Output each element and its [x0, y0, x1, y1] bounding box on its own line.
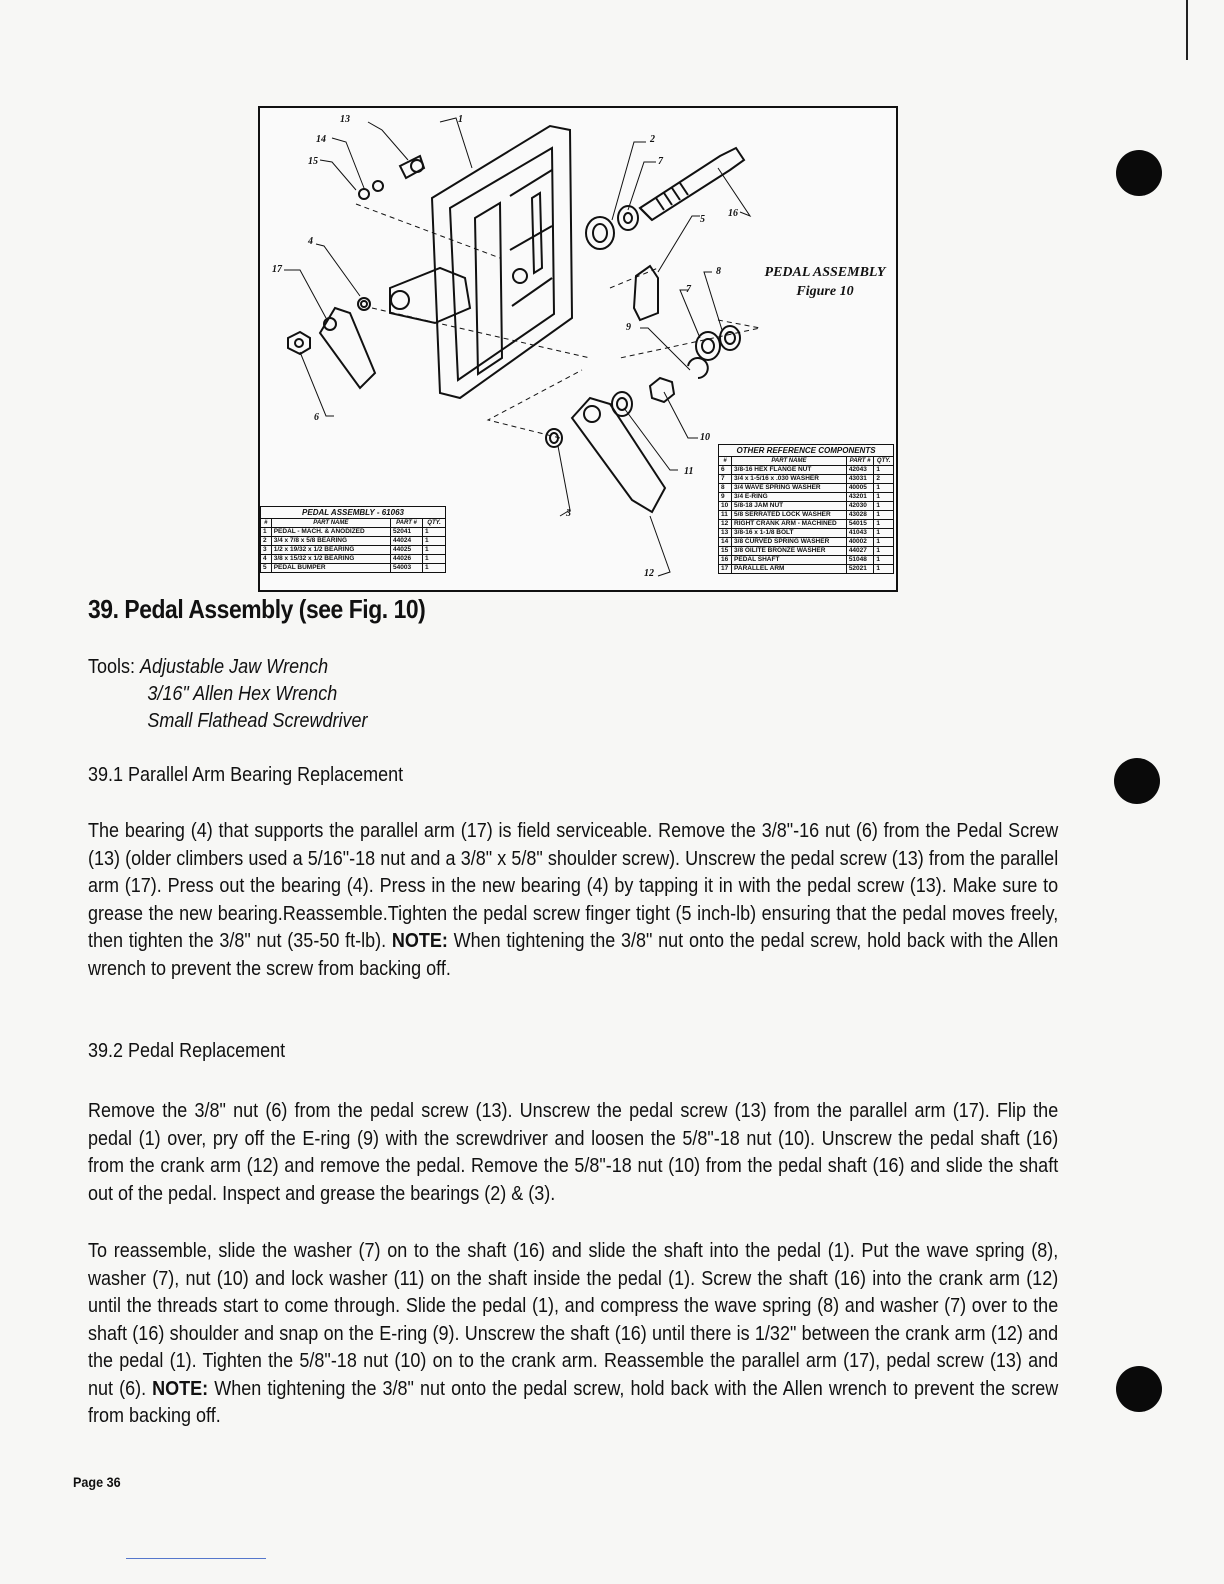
- pedal-assembly-table: [260, 506, 446, 573]
- table-cell: 1: [423, 546, 446, 555]
- table-cell: 1: [874, 529, 894, 538]
- callout-2: 2: [650, 134, 655, 145]
- tools-list: [88, 654, 367, 735]
- table-cell: 51048: [846, 556, 874, 565]
- other-components-table-title: OTHER REFERENCE COMPONENTS: [719, 445, 894, 457]
- table-cell: 1: [874, 538, 894, 547]
- table-cell: 4: [261, 555, 272, 564]
- table-cell: 8: [719, 484, 732, 493]
- table-cell: 52041: [390, 528, 422, 537]
- table-cell: 3/4 x 1-5/16 x .030 WASHER: [732, 475, 847, 484]
- table-cell: 44026: [390, 555, 422, 564]
- table-cell: 5/8 SERRATED LOCK WASHER: [732, 511, 847, 520]
- table-cell: 43028: [846, 511, 874, 520]
- tool-item: 3/16" Allen Hex Wrench: [147, 683, 338, 705]
- table-cell: 12: [719, 520, 732, 529]
- callout-3: 3: [566, 508, 571, 519]
- table-cell: 5/8-18 JAM NUT: [732, 502, 847, 511]
- section-heading: 39. Pedal Assembly (see Fig. 10): [88, 594, 426, 624]
- table-cell: 44025: [390, 546, 422, 555]
- table-row: [261, 555, 446, 564]
- table-cell: 7: [719, 475, 732, 484]
- callout-5: 5: [700, 214, 705, 225]
- figure-caption-title: PEDAL ASSEMBLY: [764, 265, 886, 280]
- table-cell: 1: [874, 520, 894, 529]
- subsection-title-39-1: 39.1 Parallel Arm Bearing Replacement: [88, 764, 404, 786]
- binder-hole-middle: [1114, 758, 1160, 804]
- table-cell: PARALLEL ARM: [732, 565, 847, 574]
- paragraph-text: The bearing (4) that supports the parallel arm (17) is field serviceable. Remove the 3/8"-16 nut (6) from the Pedal Screw (13) (older climbers used a 5/16"-18 nut and a 3/8" x 5/8" shoulder screw). Unscrew the pedal screw (13) from the parallel arm (17). Press out the bearing (4). Press in the new bearing (4) by tapping it in with the pedal screw (13). Make sure to grease the new bearing.Reassemble.Tighten the pedal screw finger tight (5 inch-lb) ensuring that the pedal moves freely, then tighten the 3/8" nut (35-50 ft-lb).: [88, 820, 1059, 952]
- callout-7a: 7: [658, 156, 663, 167]
- table-row: [719, 538, 894, 547]
- table-row: [261, 546, 446, 555]
- pedal-assembly-table-title: PEDAL ASSEMBLY - 61063: [261, 507, 446, 519]
- tool-item: Adjustable Jaw Wrench: [140, 656, 329, 678]
- callout-4: 4: [308, 236, 313, 247]
- page-number: Page 36: [73, 1474, 121, 1490]
- pedal-assembly-figure: [258, 106, 898, 592]
- table-cell: 15: [719, 547, 732, 556]
- table-cell: 1: [874, 556, 894, 565]
- table-cell: 3/8-16 HEX FLANGE NUT: [732, 466, 847, 475]
- table-cell: 1: [423, 564, 446, 573]
- table-cell: 3/8 OILITE BRONZE WASHER: [732, 547, 847, 556]
- page-edge-line: [1186, 0, 1188, 60]
- table-cell: 43031: [846, 475, 874, 484]
- table-cell: 42030: [846, 502, 874, 511]
- callout-16: 16: [728, 208, 738, 219]
- table-cell: 3: [261, 546, 272, 555]
- binder-hole-top: [1116, 150, 1162, 196]
- note-label: NOTE:: [391, 930, 448, 952]
- binder-hole-bottom: [1116, 1366, 1162, 1412]
- callout-6: 6: [314, 412, 319, 423]
- paragraph-39-2b: [88, 1238, 1058, 1431]
- table-header: PART #: [390, 519, 422, 528]
- table-row: [719, 466, 894, 475]
- table-cell: 5: [261, 564, 272, 573]
- subsection-title-39-2: 39.2 Pedal Replacement: [88, 1040, 286, 1062]
- table-cell: 10: [719, 502, 732, 511]
- table-header: QTY.: [423, 519, 446, 528]
- tool-item: Small Flathead Screwdriver: [147, 710, 368, 732]
- table-cell: 17: [719, 565, 732, 574]
- table-row: [261, 537, 446, 546]
- table-cell: 9: [719, 493, 732, 502]
- callout-1: 1: [458, 114, 463, 125]
- note-label: NOTE:: [152, 1377, 209, 1400]
- table-cell: 40002: [846, 538, 874, 547]
- paragraph-text: Remove the 3/8" nut (6) from the pedal screw (13). Unscrew the pedal screw (13) from the parallel arm (17). Flip the pedal (1) over, pry off the E-ring (9) with the screwdriver and loosen the 5/8"-18 nut (10). Unscrew the pedal shaft (16) from the crank arm (12) and remove the pedal. Remove the 5/8"-18 nut (10) from the pedal shaft (16) and slide the shaft out of the pedal. Inspect and grease the bearings (2) & (3).: [88, 1100, 1059, 1205]
- table-cell: 3/4 x 7/8 x 5/8 BEARING: [271, 537, 390, 546]
- table-cell: 11: [719, 511, 732, 520]
- table-header: #: [719, 457, 732, 466]
- table-cell: 14: [719, 538, 732, 547]
- table-header: PART NAME: [271, 519, 390, 528]
- table-cell: 3/8 CURVED SPRING WASHER: [732, 538, 847, 547]
- table-cell: 1: [874, 493, 894, 502]
- table-cell: 44024: [390, 537, 422, 546]
- table-cell: 1/2 x 19/32 x 1/2 BEARING: [271, 546, 390, 555]
- table-cell: 2: [874, 475, 894, 484]
- callout-8: 8: [716, 266, 721, 277]
- table-row: [719, 556, 894, 565]
- table-cell: 1: [874, 547, 894, 556]
- table-cell: PEDAL BUMPER: [271, 564, 390, 573]
- table-cell: 41043: [846, 529, 874, 538]
- figure-caption: [760, 263, 890, 301]
- table-cell: 1: [423, 528, 446, 537]
- table-row: [719, 484, 894, 493]
- table-row: [719, 529, 894, 538]
- table-cell: 54015: [846, 520, 874, 529]
- bottom-rule: [126, 1558, 266, 1559]
- table-cell: 6: [719, 466, 732, 475]
- table-row: [719, 493, 894, 502]
- table-cell: 1: [874, 502, 894, 511]
- table-header: PART #: [846, 457, 874, 466]
- note-text: When tightening the 3/8" nut onto the pedal screw, hold back with the Allen wrench to prevent the screw from backing off.: [88, 1377, 1059, 1427]
- table-row: [719, 502, 894, 511]
- callout-14: 14: [316, 134, 326, 145]
- table-cell: 1: [423, 555, 446, 564]
- table-cell: 44027: [846, 547, 874, 556]
- paragraph-text: To reassemble, slide the washer (7) on to the shaft (16) and slide the shaft into the pedal (1). Put the wave spring (8), washer (7), nut (10) and lock washer (11) on the shaft inside the pedal (1). Screw the shaft (16) into the crank arm (12) until the threads start to come through. Slide the pedal (1), and compress the wave spring (8) and washer (7) over to the shaft (16) shoulder and snap on the E-ring (9). Unscrew the shaft (16) until there is 1/32" between the crank arm (12) and the pedal (1). Tighten the 5/8"-18 nut (10) on to the crank arm. Reassemble the parallel arm (17), pedal screw (13) and nut (6).: [88, 1240, 1059, 1400]
- table-cell: 52021: [846, 565, 874, 574]
- note-text: When tightening the 3/8" nut onto the pedal screw, hold back with the Allen wrench to prevent the screw from backing off.: [88, 930, 1059, 980]
- table-header: QTY.: [874, 457, 894, 466]
- table-cell: 43201: [846, 493, 874, 502]
- callout-17: 17: [272, 264, 282, 275]
- table-row: [261, 564, 446, 573]
- table-cell: 1: [874, 466, 894, 475]
- table-cell: 42043: [846, 466, 874, 475]
- table-header: #: [261, 519, 272, 528]
- callout-15: 15: [308, 156, 318, 167]
- table-row: [719, 520, 894, 529]
- tools-label: Tools:: [88, 656, 136, 678]
- callout-10: 10: [700, 432, 710, 443]
- table-cell: 1: [874, 484, 894, 493]
- table-cell: RIGHT CRANK ARM - MACHINED: [732, 520, 847, 529]
- table-cell: 3/8 x 15/32 x 1/2 BEARING: [271, 555, 390, 564]
- table-cell: 2: [261, 537, 272, 546]
- paragraph-39-1: [88, 818, 1058, 983]
- other-components-table: [718, 444, 894, 574]
- table-row: [719, 547, 894, 556]
- callout-11: 11: [684, 466, 694, 477]
- table-cell: 3/8-16 x 1-1/8 BOLT: [732, 529, 847, 538]
- table-cell: 16: [719, 556, 732, 565]
- callout-7b: 7: [686, 284, 691, 295]
- table-cell: 40005: [846, 484, 874, 493]
- table-cell: 3/4 E-RING: [732, 493, 847, 502]
- table-cell: 1: [423, 537, 446, 546]
- table-cell: 1: [261, 528, 272, 537]
- table-cell: PEDAL SHAFT: [732, 556, 847, 565]
- paragraph-39-2a: [88, 1098, 1058, 1208]
- table-cell: PEDAL - MACH. & ANODIZED: [271, 528, 390, 537]
- table-header: PART NAME: [732, 457, 847, 466]
- callout-9: 9: [626, 322, 631, 333]
- table-cell: 3/4 WAVE SPRING WASHER: [732, 484, 847, 493]
- callout-12: 12: [644, 568, 654, 579]
- table-row: [261, 528, 446, 537]
- table-row: [719, 475, 894, 484]
- table-cell: 54003: [390, 564, 422, 573]
- table-row: [719, 511, 894, 520]
- callout-13: 13: [340, 114, 350, 125]
- table-cell: 1: [874, 565, 894, 574]
- table-cell: 13: [719, 529, 732, 538]
- table-row: [719, 565, 894, 574]
- figure-caption-subtitle: Figure 10: [796, 284, 854, 299]
- table-cell: 1: [874, 511, 894, 520]
